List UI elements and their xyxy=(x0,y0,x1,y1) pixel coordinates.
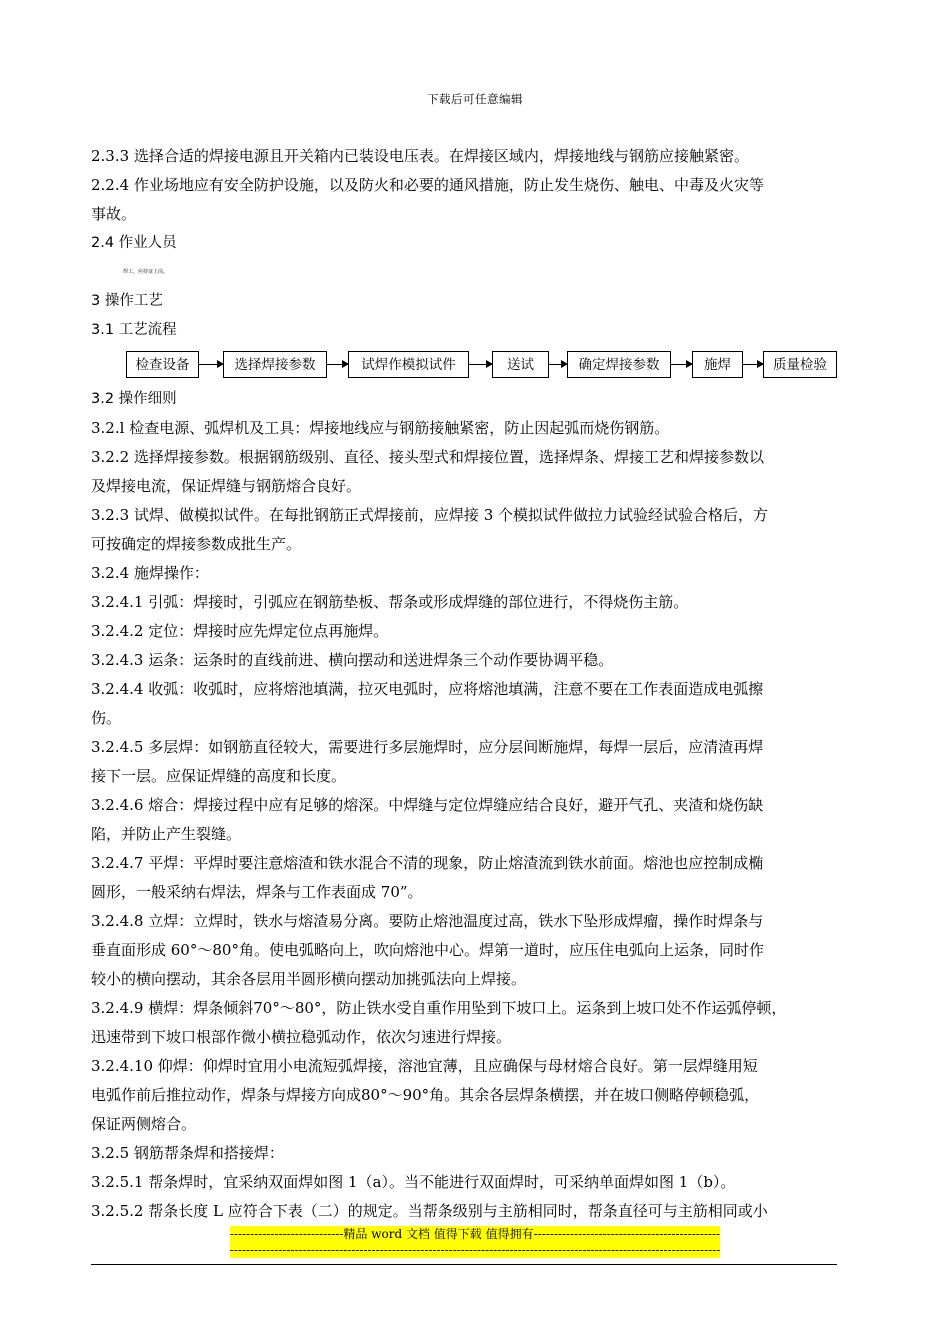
flow-step-confirm-params: 确定焊接参数 xyxy=(567,351,671,378)
flow-arrow-icon xyxy=(671,364,692,365)
document-body xyxy=(91,142,839,1226)
para-3-2-4-10-cont2: 保证两侧熔合。 xyxy=(91,1115,197,1133)
flow-step-quality-check: 质量检验 xyxy=(763,351,837,378)
para-2-2-4-cont: 事故。 xyxy=(91,205,137,223)
flow-step-select-params: 选择焊接参数 xyxy=(223,351,327,378)
para-3-2-4-1: 3.2.4.1 引弧：焊接时，引弧应在钢筋垫板、帮条或形成焊缝的部位进行，不得烧伤主筋。 xyxy=(91,593,689,611)
flow-arrow-icon xyxy=(743,364,763,365)
para-2-2-4: 2.2.4 作业场地应有安全防护设施，以及防火和必要的通风措施，防止发生烧伤、触电、中毒及火灾等 xyxy=(91,176,764,194)
para-3-2-4-8: 3.2.4.8 立焊：立焊时，铁水与熔渣易分离。要防止熔池温度过高，铁水下坠形成焊瘤，操作时焊条与 xyxy=(91,912,764,930)
flow-arrow-icon xyxy=(327,364,348,365)
para-3-2-2: 3.2.2 选择焊接参数。根据钢筋级别、直径、接头型式和焊接位置，选择焊条、焊接工艺和焊接参数以 xyxy=(91,448,764,466)
para-3-2-4-5: 3.2.4.5 多层焊：如钢筋直径较大，需要进行多层施焊时，应分层间断施焊，每焊一层后，应清渣再焊 xyxy=(91,738,764,756)
para-3-2-5-1: 3.2.5.1 帮条焊时，宜采纳双面焊如图 1（a）。当不能进行双面焊时，可采纳单面焊如图 1（b）。 xyxy=(91,1173,736,1191)
flow-step-trial-weld: 试焊作模拟试件 xyxy=(348,351,469,378)
flow-step-check-equipment: 检查设备 xyxy=(126,351,199,378)
para-3-2-4-10-cont1: 电弧作前后推拉动作，焊条与焊接方向成80°～90°角。其余各层焊条横摆，并在坡口侧略停顿稳弧， xyxy=(91,1086,760,1104)
para-3-2-4-6-cont: 陷，并防止产生裂缝。 xyxy=(91,825,242,843)
para-3-2-3: 3.2.3 试焊、做模拟试件。在每批钢筋正式焊接前，应焊接 3 个模拟试件做拉力试验经试验合格后，方 xyxy=(91,506,769,524)
flow-arrow-icon xyxy=(549,364,567,365)
flow-step-welding: 施焊 xyxy=(692,351,743,378)
para-3-2-4-4: 3.2.4.4 收弧：收弧时，应将熔池填满，拉灭电弧时，应将熔池填满，注意不要在工作表面造成电弧擦 xyxy=(91,680,764,698)
para-3-2-4: 3.2.4 施焊操作： xyxy=(91,564,209,582)
para-3-2-4-7: 3.2.4.7 平焊：平焊时要注意熔渣和铁水混合不清的现象，防止熔渣流到铁水前面。熔池也应控制成椭 xyxy=(91,854,764,872)
process-flow-diagram xyxy=(91,348,839,383)
para-2-4-body: 焊工，应持证上岗。 xyxy=(123,269,169,275)
heading-3: 3 操作工艺 xyxy=(91,293,163,309)
flow-step-send-test: 送试 xyxy=(492,351,549,378)
para-3-2-4-10: 3.2.4.10 仰焊：仰焊时宜用小电流短弧焊接，溶池宜薄，且应确保与母材熔合良好。第一层焊缝用短 xyxy=(91,1057,758,1075)
heading-3-1: 3.1 工艺流程 xyxy=(91,322,177,338)
para-3-2-3-cont: 可按确定的焊接参数成批生产。 xyxy=(91,535,302,553)
para-3-2-1: 3.2.l 检查电源、弧焊机及工具：焊接地线应与钢筋接触紧密，防止因起弧而烧伤钢筋。 xyxy=(91,419,670,437)
para-3-2-4-9: 3.2.4.9 横焊：焊条倾斜70°～80°，防止铁水受自重作用坠到下坡口上。运条到上坡口处不作运弧停顿， xyxy=(91,999,787,1017)
para-3-2-4-7-cont: 圆形，一般采纳右焊法，焊条与工作表面成 70”。 xyxy=(91,883,423,901)
footer-rule xyxy=(91,1264,837,1265)
para-3-2-5: 3.2.5 钢筋帮条焊和搭接焊： xyxy=(91,1144,284,1162)
para-3-2-2-cont: 及焊接电流，保证焊缝与钢筋熔合良好。 xyxy=(91,477,362,495)
para-3-2-4-5-cont: 接下一层。应保证焊缝的高度和长度。 xyxy=(91,767,347,785)
page-header: 下载后可任意编辑 xyxy=(427,92,523,106)
heading-2-4: 2.4 作业人员 xyxy=(91,235,177,251)
para-3-2-4-8-cont1: 垂直面形成 60°～80°角。使电弧略向上，吹向熔池中心。焊第一道时，应压住电弧向上运条，同时作 xyxy=(91,941,764,959)
para-3-2-4-3: 3.2.4.3 运条：运条时的直线前进、横向摆动和送进焊条三个动作要协调平稳。 xyxy=(91,651,614,669)
heading-3-2: 3.2 操作细则 xyxy=(91,391,177,407)
para-2-3-3: 2.3.3 选择合适的焊接电源且开关箱内已装设电压表。在焊接区域内，焊接地线与钢筋应接触紧密。 xyxy=(91,147,749,165)
para-3-2-4-9-cont: 迅速带到下坡口根部作微小横拉稳弧动作，依次匀速进行焊接。 xyxy=(91,1028,512,1046)
para-3-2-5-2: 3.2.5.2 帮条长度 L 应符合下表（二）的规定。当帮条级别与主筋相同时，帮条直径可与主筋相同或小 xyxy=(91,1202,768,1220)
footer-banner: ----------------------------精品 word 文档 值得下载 值得拥有---------------------------------------------- xyxy=(229,1227,721,1241)
para-3-2-4-4-cont: 伤。 xyxy=(91,709,122,727)
page-footer xyxy=(0,1226,950,1258)
para-3-2-4-6: 3.2.4.6 熔合：焊接过程中应有足够的熔深。中焊缝与定位焊缝应结合良好，避开气孔、夹渣和烧伤缺 xyxy=(91,796,764,814)
para-3-2-4-2: 3.2.4.2 定位：焊接时应先焊定位点再施焊。 xyxy=(91,622,389,640)
flow-arrow-icon xyxy=(469,364,492,365)
footer-dashes: ------------------------------------------------------------------------------------------------------------------------- xyxy=(229,1243,721,1257)
flow-arrow-icon xyxy=(199,364,223,365)
para-3-2-4-8-cont2: 较小的横向摆动，其余各层用半圆形横向摆动加挑弧法向上焊接。 xyxy=(91,970,527,988)
